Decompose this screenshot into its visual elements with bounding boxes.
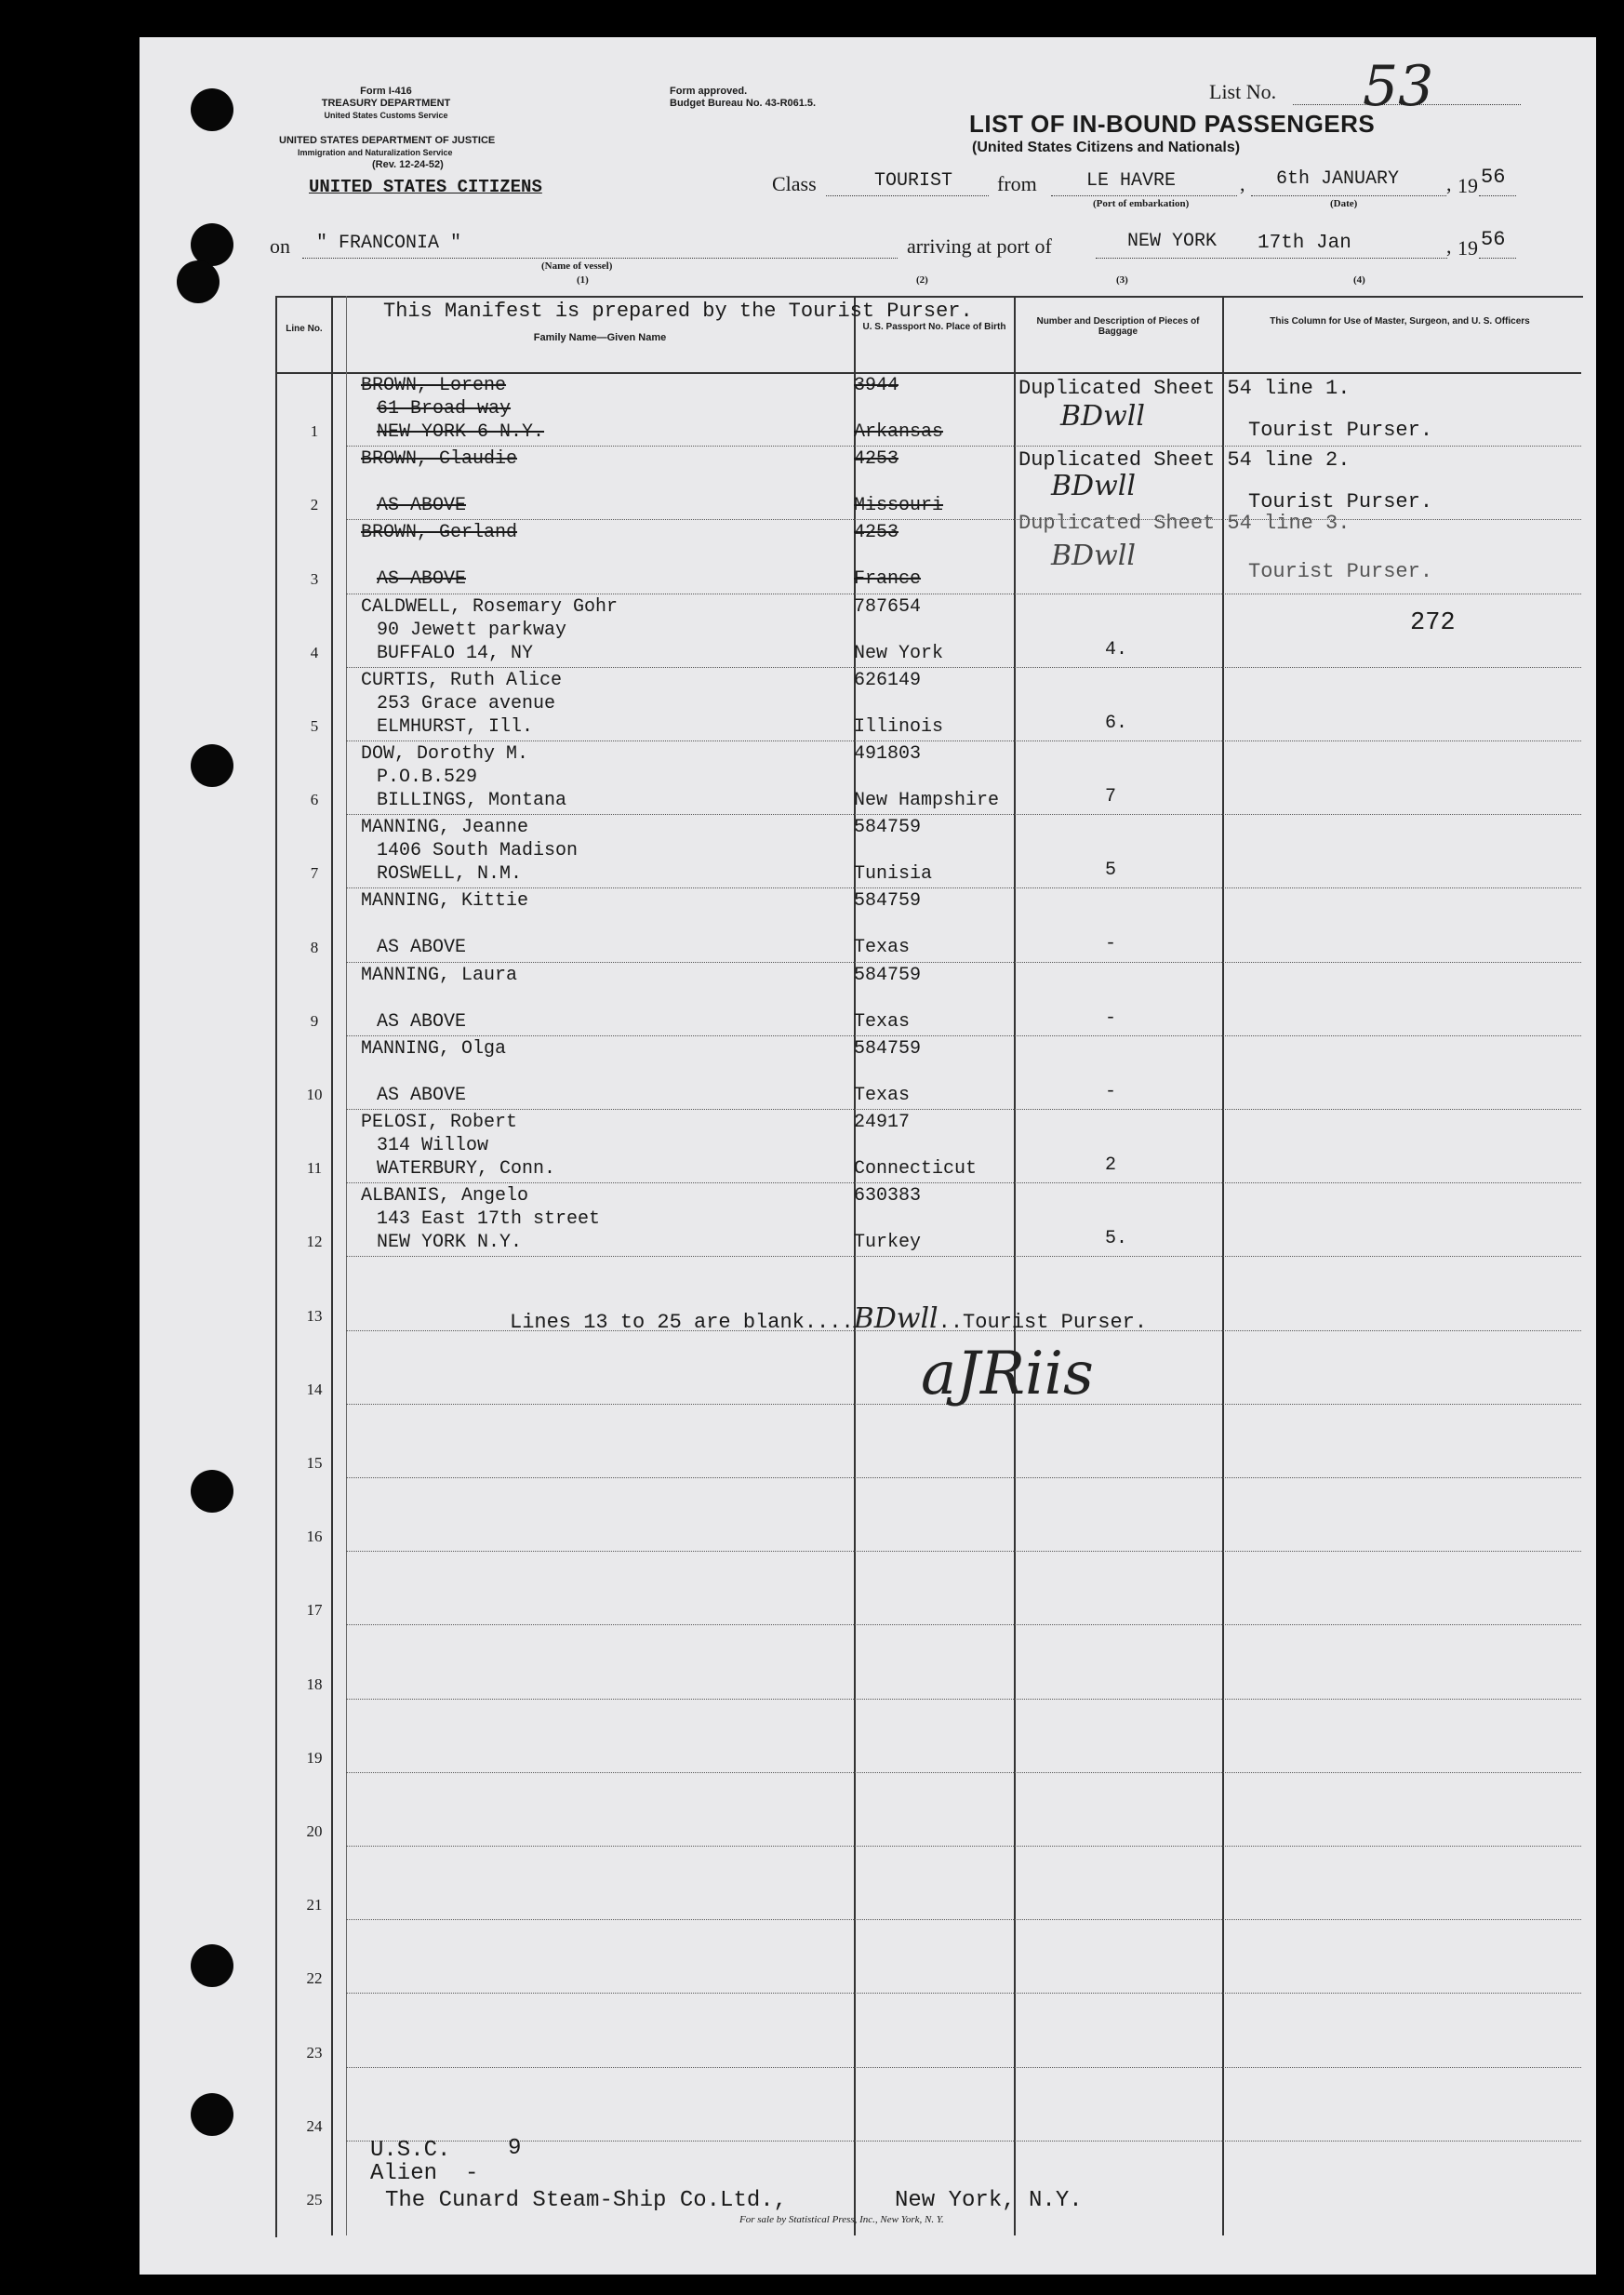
place-of-birth: France	[854, 568, 922, 591]
col-header-name: Family Name—Given Name	[533, 332, 667, 343]
passenger-address: 1406 South Madison	[377, 840, 579, 862]
passport-number: 584759	[854, 817, 922, 839]
binder-hole	[177, 260, 220, 303]
officer-note: Duplicated Sheet 54 line 3.	[1018, 512, 1351, 535]
line-number: 3	[310, 569, 319, 588]
binder-hole	[191, 88, 233, 131]
passport-number: 584759	[854, 890, 922, 913]
row-separator	[346, 1551, 1581, 1552]
passenger-address: ELMHURST, Ill.	[377, 715, 534, 738]
row-separator	[346, 1109, 1581, 1110]
binder-hole	[191, 1470, 233, 1513]
line-number: 18	[306, 1675, 323, 1693]
row-separator	[346, 1256, 1581, 1257]
citizens-label: UNITED STATES CITIZENS	[309, 177, 542, 197]
place-of-birth: Missouri	[854, 495, 944, 517]
class-value: TOURIST	[874, 170, 953, 192]
line-number: 19	[306, 1748, 323, 1767]
passenger-name: MANNING, Kittie	[361, 890, 529, 913]
place-of-birth: Turkey	[854, 1232, 922, 1254]
place-of-birth: Illinois	[854, 715, 944, 738]
row-separator	[346, 2141, 1581, 2142]
passenger-address: AS ABOVE	[377, 568, 467, 591]
year-prefix: 19	[1458, 174, 1478, 197]
row-separator	[346, 1477, 1581, 1478]
baggage-count: 2	[1105, 1154, 1117, 1176]
rev-label: (Rev. 12-24-52)	[372, 159, 444, 170]
passenger-address: BUFFALO 14, NY	[377, 642, 534, 664]
passport-number: 4253	[854, 522, 899, 544]
purser-initials: BDwll	[1060, 400, 1145, 433]
vessel-caption: (Name of vessel)	[541, 260, 613, 272]
passenger-name: BROWN, Claudie	[361, 448, 518, 471]
form-approved: Form approved.	[670, 86, 748, 97]
passenger-name: MANNING, Olga	[361, 1037, 507, 1060]
line-number: 16	[306, 1528, 323, 1546]
passenger-address: AS ABOVE	[377, 495, 467, 517]
passport-number: 4253	[854, 448, 899, 471]
passenger-address: WATERBURY, Conn.	[377, 1158, 556, 1180]
year-value: 56	[1481, 166, 1506, 189]
col-3-caption: (3)	[1116, 274, 1128, 286]
vessel-name: " FRANCONIA "	[316, 233, 462, 254]
place-of-birth: Connecticut	[854, 1158, 978, 1180]
line-number: 15	[306, 1454, 323, 1472]
passport-number: 24917	[854, 1112, 911, 1133]
purser-initials: BDwll	[1051, 470, 1136, 502]
page-subtitle: (United States Citizens and Nationals)	[972, 140, 1241, 155]
row-separator	[346, 887, 1581, 888]
customs-label: United States Customs Service	[324, 111, 448, 120]
binder-hole	[191, 2093, 233, 2136]
list-no-value: 53	[1363, 54, 1434, 119]
baggage-count: -	[1105, 1080, 1117, 1102]
col-2-caption: (2)	[916, 274, 928, 286]
passenger-address: BILLINGS, Montana	[377, 790, 567, 811]
passport-number: 584759	[854, 964, 922, 986]
row-separator	[346, 1993, 1581, 1994]
company-name: The Cunard Steam-Ship Co.Ltd.,	[385, 2188, 788, 2213]
list-no-label: List No.	[1209, 80, 1277, 103]
row-separator	[346, 1919, 1581, 1920]
baggage-count: 5	[1105, 860, 1117, 882]
col-header-officers: This Column for Use of Master, Surgeon, and U. S. Officers	[1270, 316, 1530, 327]
passport-number: 626149	[854, 669, 922, 691]
dots: ....	[804, 1311, 854, 1334]
passport-number: 787654	[854, 595, 922, 618]
passenger-name: PELOSI, Robert	[361, 1112, 518, 1133]
line-number: 8	[310, 938, 319, 956]
alien-count: -	[465, 2161, 479, 2186]
usc-label: U.S.C.	[370, 2138, 451, 2163]
row-separator	[346, 519, 1581, 520]
line-number: 22	[306, 1969, 323, 1988]
binder-hole	[191, 1944, 233, 1987]
passenger-address: AS ABOVE	[377, 1084, 467, 1106]
passenger-address: AS ABOVE	[377, 937, 467, 959]
arrival-port: NEW YORK	[1127, 231, 1218, 252]
passenger-name: DOW, Dorothy M.	[361, 743, 529, 765]
line-number: 25	[306, 2191, 323, 2208]
purser-initials: BDwll	[853, 1302, 938, 1335]
class-label: Class	[772, 172, 817, 195]
doj-label: UNITED STATES DEPARTMENT OF JUSTICE	[279, 135, 496, 146]
baggage-count: -	[1105, 1007, 1117, 1029]
on-label: on	[270, 234, 290, 258]
treasury-label: TREASURY DEPARTMENT	[321, 98, 451, 109]
binder-hole	[191, 744, 233, 787]
line-number: 5	[310, 717, 319, 735]
blank-note-text: Lines 13 to 25 are blank	[510, 1311, 805, 1334]
line-number: 2	[310, 496, 319, 514]
place-of-birth: New Hampshire	[854, 790, 1000, 811]
embark-date: 6th JANUARY	[1276, 168, 1400, 190]
passenger-address: 143 East 17th street	[377, 1208, 601, 1231]
passenger-address: P.O.B.529	[377, 767, 478, 788]
port-embark-caption: (Port of embarkation)	[1093, 198, 1190, 209]
officer-note: Duplicated Sheet 54 line 2.	[1018, 448, 1351, 472]
passenger-address: 90 Jewett parkway	[377, 619, 567, 641]
place-of-birth: New York	[854, 642, 944, 664]
manifest-note: This Manifest is prepared by the Tourist Purser.	[383, 300, 973, 323]
port-of-embarkation: LE HAVRE	[1086, 170, 1177, 192]
passenger-name: ALBANIS, Angelo	[361, 1185, 529, 1208]
company-city: New York, N.Y.	[895, 2188, 1083, 2213]
line-number: 11	[306, 1159, 323, 1178]
date-caption: (Date)	[1330, 198, 1358, 209]
passport-number: 3944	[854, 375, 899, 396]
row-separator	[346, 1035, 1581, 1036]
line-number: 17	[306, 1601, 323, 1620]
budget-bureau: Budget Bureau No. 43-R061.5.	[670, 98, 817, 109]
row-separator	[346, 1846, 1581, 1847]
arrival-year-prefix: 19	[1458, 236, 1478, 260]
line-number: 9	[310, 1011, 319, 1030]
line-number: 13	[306, 1306, 323, 1325]
row-separator	[346, 2067, 1581, 2068]
ins-label: Immigration and Naturalization Service	[298, 148, 453, 157]
col-header-passport: U. S. Passport No. Place of Birth	[862, 322, 1006, 332]
line-number: 4	[310, 643, 319, 661]
dots: ..	[938, 1311, 964, 1334]
place-of-birth: Texas	[854, 1010, 911, 1033]
blank-lines-note	[510, 1302, 1147, 1335]
passenger-address: 314 Willow	[377, 1135, 489, 1156]
arrival-year-value: 56	[1481, 228, 1506, 251]
row-separator	[346, 1624, 1581, 1625]
row-separator	[346, 962, 1581, 963]
place-of-birth: Texas	[854, 1084, 911, 1106]
line-number: 23	[306, 2043, 323, 2061]
officer-signature: aJRiis	[921, 1340, 1094, 1408]
officer-note: Tourist Purser.	[1248, 490, 1433, 514]
col-1-caption: (1)	[577, 274, 589, 286]
line-number: 14	[306, 1380, 323, 1398]
comma: ,	[1446, 234, 1452, 258]
row-separator	[346, 1699, 1581, 1700]
passenger-address: ROSWELL, N.M.	[377, 863, 523, 886]
baggage-count: 7	[1105, 786, 1117, 807]
line-number: 6	[310, 791, 319, 809]
passenger-address: 253 Grace avenue	[377, 692, 556, 714]
passenger-name: BROWN, Gerland	[361, 522, 518, 544]
col-header-baggage: Number and Description of Pieces of Baggage	[1036, 316, 1200, 337]
row-separator	[346, 1772, 1581, 1773]
place-of-birth: Tunisia	[854, 863, 933, 886]
passenger-name: CALDWELL, Rosemary Gohr	[361, 595, 619, 618]
passport-number: 584759	[854, 1037, 922, 1060]
arrival-date: 17th Jan	[1258, 233, 1351, 254]
baggage-count: 6.	[1105, 712, 1128, 734]
line-number: 10	[306, 1086, 323, 1103]
manifest-table	[275, 296, 1583, 2237]
passport-number: 630383	[854, 1185, 922, 1208]
line-number: 12	[306, 1233, 323, 1251]
officer-note: 272	[1410, 609, 1456, 637]
passenger-address: NEW YORK 6 N.Y.	[377, 421, 545, 443]
baggage-count: -	[1105, 933, 1117, 955]
form-id: Form I-416	[360, 86, 412, 97]
baggage-count: 5.	[1105, 1228, 1128, 1250]
officer-note: Tourist Purser.	[1248, 419, 1433, 442]
row-separator	[346, 667, 1581, 668]
comma: ,	[1240, 172, 1245, 195]
line-number: 24	[306, 2116, 323, 2135]
line-number: 7	[310, 864, 319, 883]
from-label: from	[997, 172, 1037, 195]
comma: ,	[1446, 172, 1452, 195]
place-of-birth: Arkansas	[854, 421, 944, 443]
purser-initials: BDwll	[1051, 540, 1136, 572]
row-separator	[346, 814, 1581, 815]
alien-label: Alien	[370, 2161, 438, 2186]
line-number: 21	[306, 1896, 323, 1915]
usc-count: 9	[508, 2136, 522, 2161]
officer-note: Tourist Purser.	[1248, 560, 1433, 583]
passenger-name: CURTIS, Ruth Alice	[361, 669, 563, 691]
line-number: 20	[306, 1822, 323, 1840]
printer-footer: For sale by Statistical Press, Inc., New York, N. Y.	[739, 2214, 944, 2225]
passenger-name: MANNING, Jeanne	[361, 817, 529, 839]
row-separator	[346, 1182, 1581, 1183]
officer-note: Duplicated Sheet 54 line 1.	[1018, 377, 1351, 400]
col-4-caption: (4)	[1353, 274, 1365, 286]
row-separator	[346, 446, 1581, 447]
passenger-name: MANNING, Laura	[361, 964, 518, 986]
passenger-address: 61 Broad way	[377, 398, 512, 420]
baggage-count: 4.	[1105, 638, 1128, 660]
page-title: LIST OF IN-BOUND PASSENGERS	[969, 110, 1376, 138]
line-number: 1	[310, 422, 319, 441]
blank-note-suffix: Tourist Purser.	[963, 1311, 1148, 1334]
col-header-line: Line No.	[286, 324, 323, 334]
place-of-birth: Texas	[854, 937, 911, 959]
passenger-address: AS ABOVE	[377, 1010, 467, 1033]
passenger-address: NEW YORK N.Y.	[377, 1232, 523, 1254]
arriving-label: arriving at port of	[907, 234, 1052, 258]
passport-number: 491803	[854, 743, 922, 765]
passenger-name: BROWN, Lorene	[361, 375, 507, 396]
